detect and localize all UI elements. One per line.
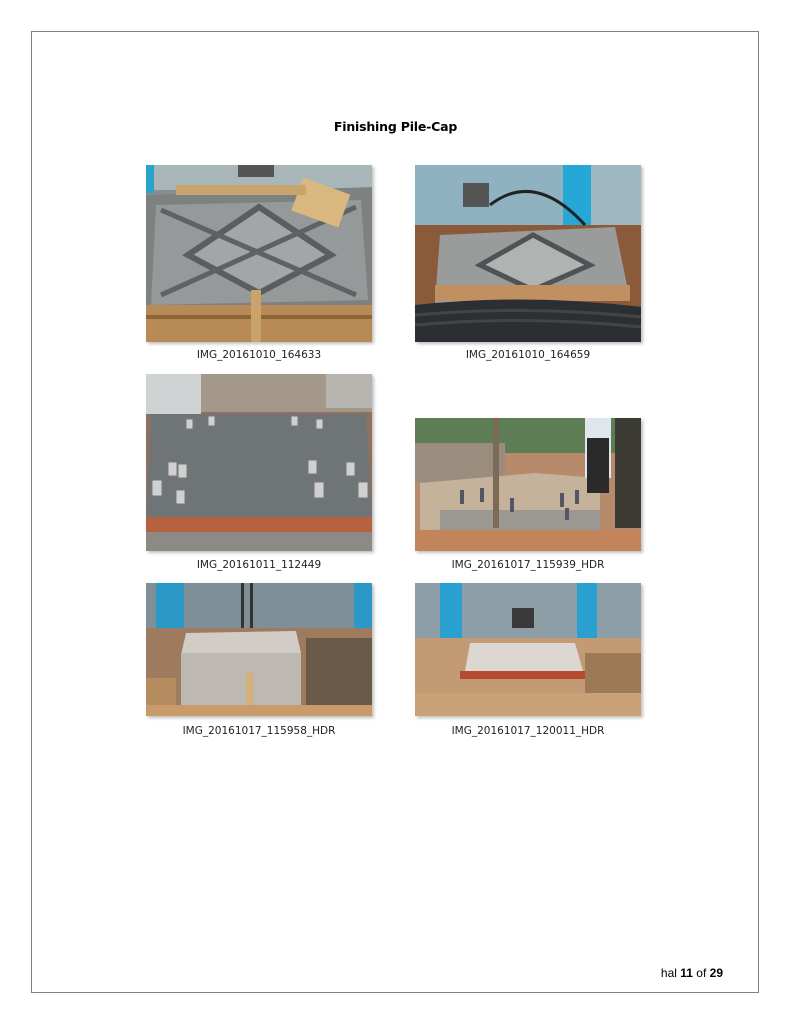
page-number [661, 966, 723, 980]
current-page: 11 [680, 966, 693, 980]
photo-finished-pile-cap-near-wall [415, 583, 641, 716]
total-pages: 29 [709, 966, 723, 980]
page-border [31, 31, 759, 993]
photo-pile-caps-site-workers [415, 418, 641, 551]
photo-caption: IMG_20161017_115958_HDR [182, 725, 336, 737]
photo-caption: IMG_20161017_115939_HDR [451, 559, 605, 571]
photo-caption: IMG_20161010_164659 [465, 349, 591, 361]
photo-finished-pile-cap-block [146, 583, 372, 716]
photo-caption: IMG_20161011_112449 [196, 559, 322, 571]
page-number-prefix: hal [660, 966, 677, 980]
page-number-of: of [696, 966, 707, 980]
photo-caption: IMG_20161010_164633 [196, 349, 322, 361]
photo-pile-cap-formwork-cables [415, 165, 641, 342]
page-title: Finishing Pile-Cap [333, 119, 458, 134]
photo-pile-cap-formwork [146, 165, 372, 342]
photo-caption: IMG_20161017_120011_HDR [451, 725, 605, 737]
photo-concrete-slab-bolts [146, 374, 372, 551]
